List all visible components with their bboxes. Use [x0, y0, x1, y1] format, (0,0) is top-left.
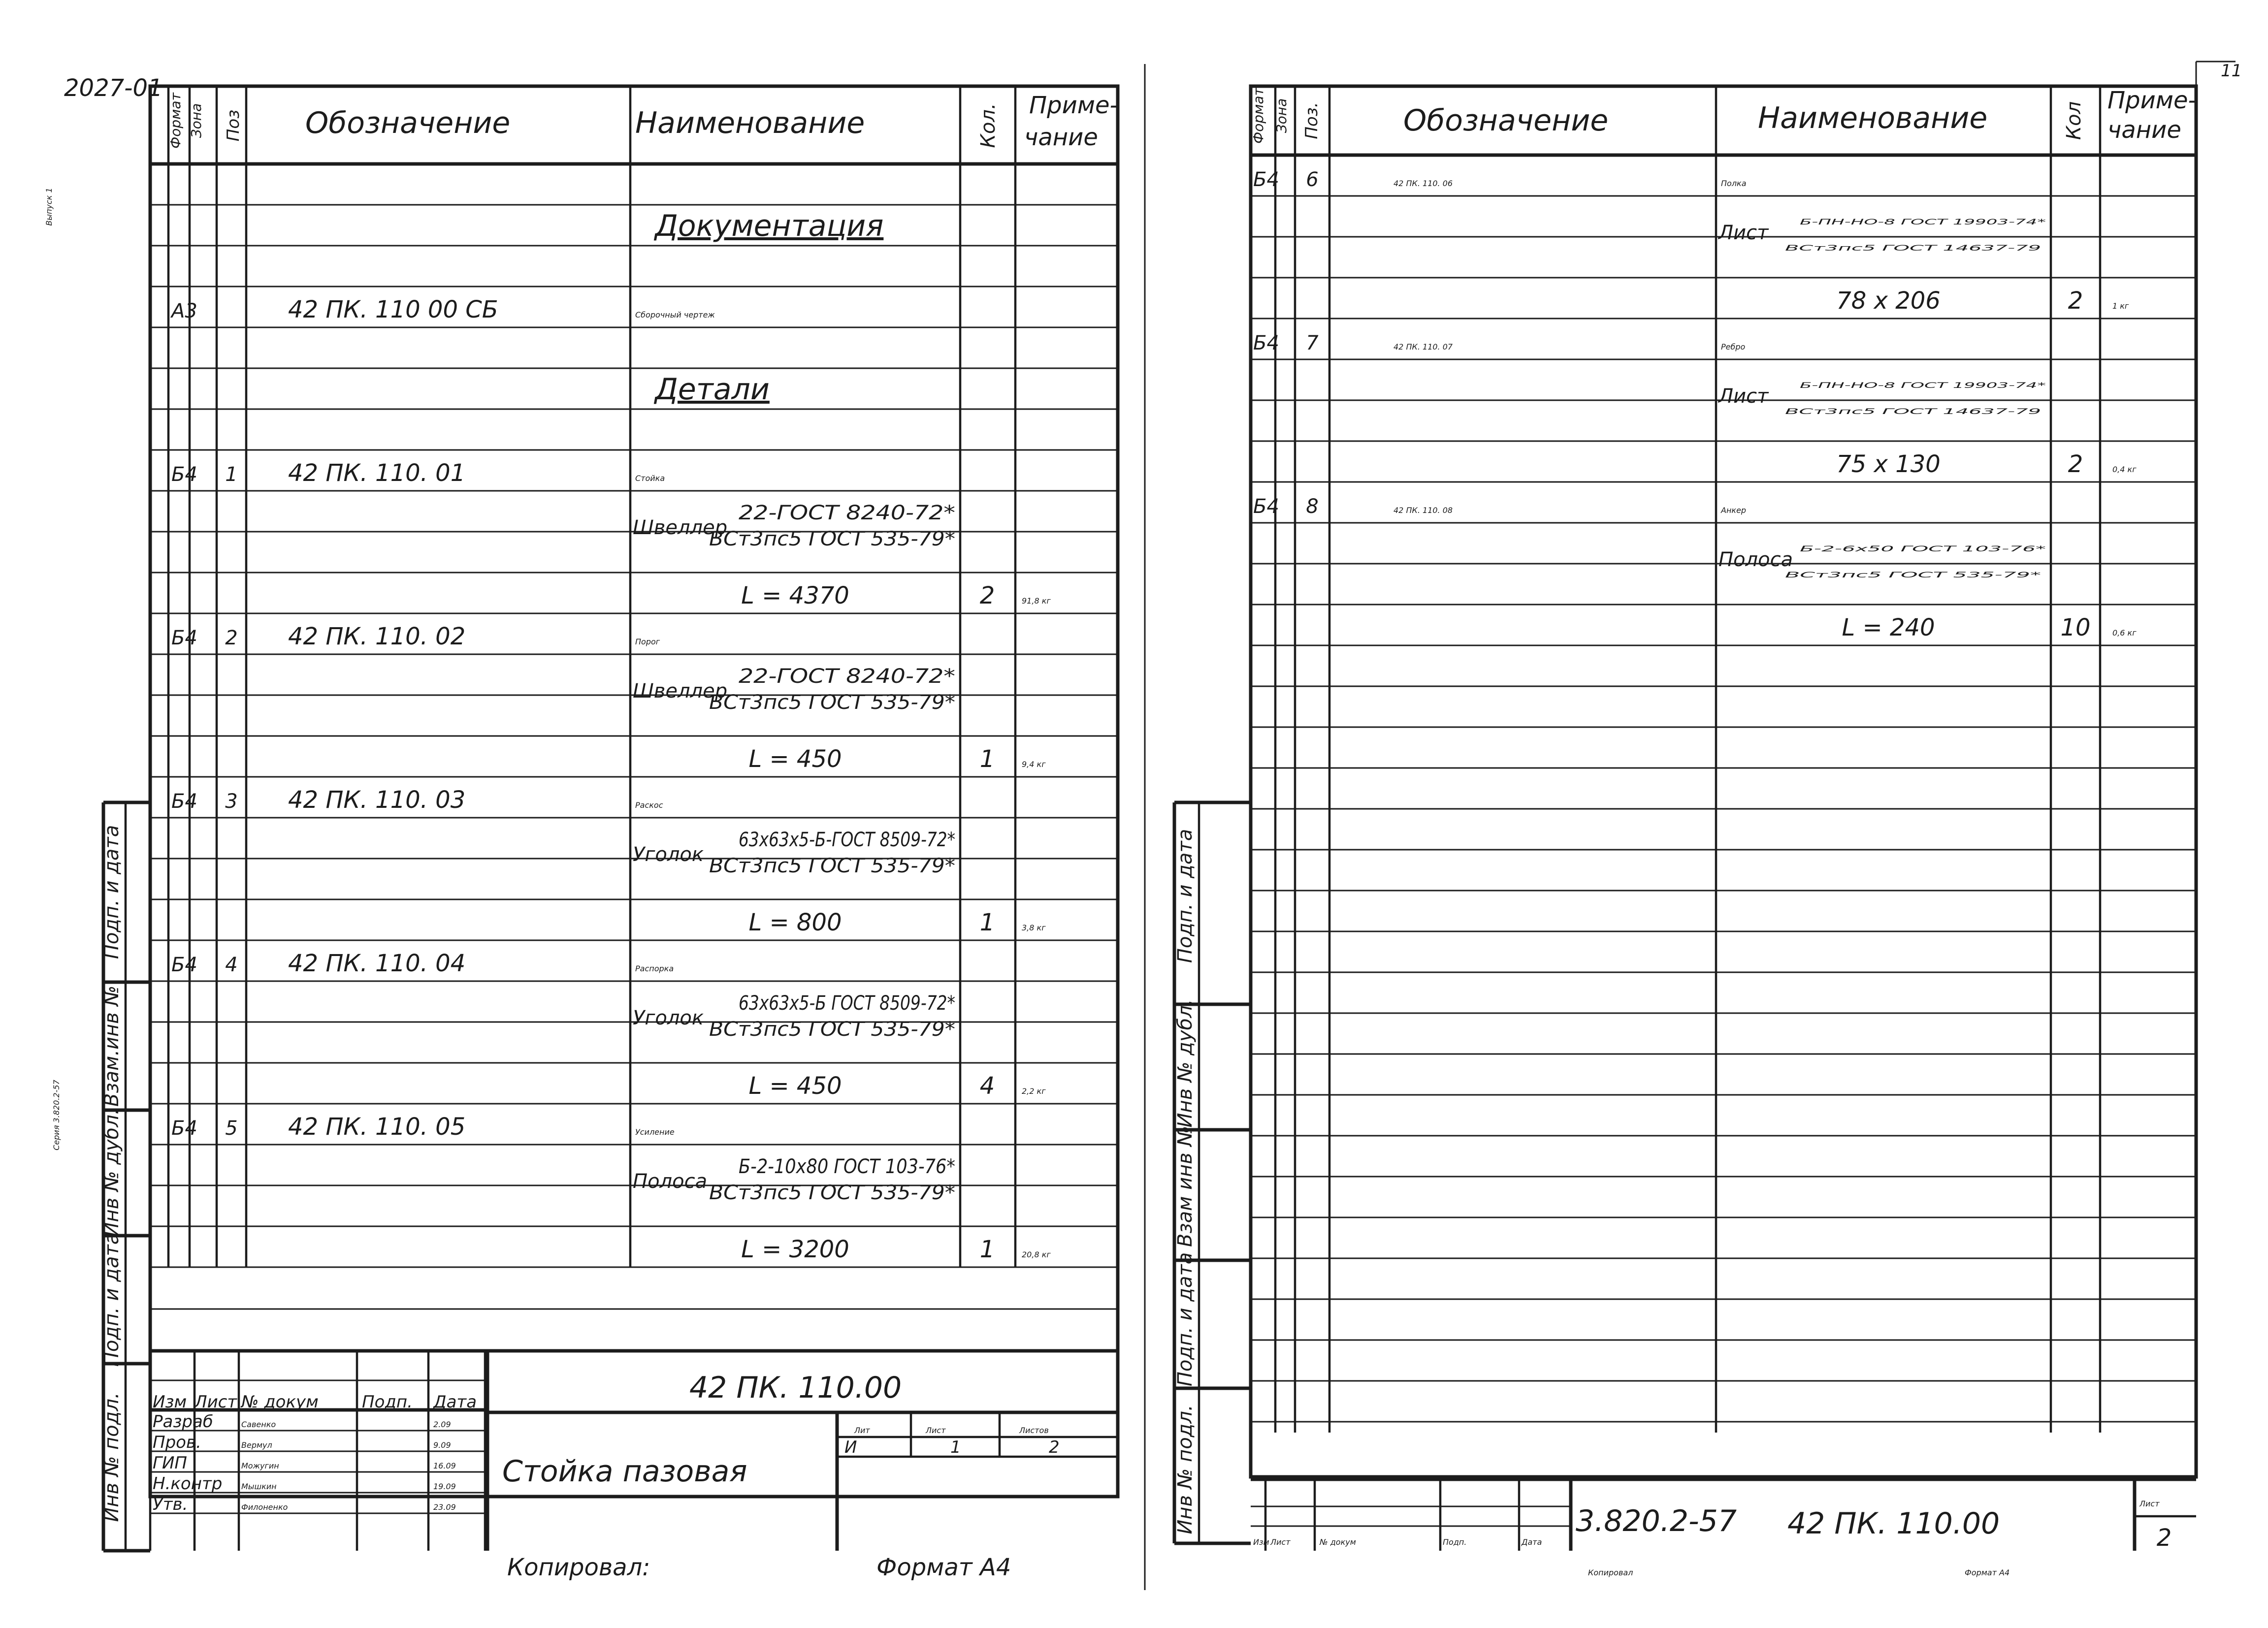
r-stamp-head-cell: № докум	[1320, 1537, 1356, 1547]
row-designation: 42 ПК. 110. 04	[288, 950, 466, 977]
r-column-header-zone: Зона	[1273, 98, 1290, 133]
r-row-material-prefix: Лист	[1718, 385, 1769, 408]
row-name: Распорка	[635, 964, 674, 973]
r-column-header-qty: Кол	[2063, 101, 2085, 140]
row-format: Б4	[171, 627, 197, 649]
r-column-header-format: Формат	[1250, 88, 1266, 144]
row-quantity: 1	[979, 745, 995, 773]
r-row-material-bottom: ВСт3пс5 ГОСТ 535-79*	[1785, 570, 2041, 579]
row-name: L = 450	[748, 1072, 842, 1100]
row-quantity: 4	[979, 1072, 995, 1100]
row-name: L = 450	[748, 745, 842, 773]
r-row-name: Анкер	[1721, 506, 1747, 515]
r-row-material-bottom: ВСт3пс5 ГОСТ 14637-79	[1785, 243, 2041, 253]
left-format: Формат А4	[876, 1554, 1011, 1581]
left-copied: Копировал:	[507, 1554, 650, 1581]
r-stamp-head-cell: Лист	[1270, 1537, 1291, 1547]
r-row-position: 7	[1306, 332, 1319, 354]
r-doc-code: 42 ПК. 110.00	[1787, 1506, 2000, 1541]
stamp-person: Вермул	[241, 1440, 272, 1450]
stamp-date: 9.09	[433, 1440, 451, 1450]
row-quantity: 1	[979, 909, 995, 936]
column-header-name: Наименование	[635, 106, 865, 140]
r-row-format: Б4	[1253, 495, 1279, 518]
right-strip-label: Инв № дубл.	[1174, 999, 1197, 1128]
right-page-frame	[1251, 86, 2196, 1477]
r-row-name: 78 х 206	[1836, 287, 1941, 315]
row-material-bottom: ВСт3пс5 ГОСТ 535-79*	[709, 1181, 955, 1204]
column-header-zone: Зона	[188, 103, 204, 138]
stamp-person: Филоненко	[241, 1502, 288, 1512]
column-header-note-2: чание	[1024, 124, 1098, 151]
r-row-name: L = 240	[1842, 614, 1935, 641]
row-material-prefix: Швеллер	[633, 680, 728, 702]
r-row-designation: 42 ПК. 110. 08	[1393, 506, 1453, 515]
stamp-role: Н.контр	[153, 1474, 223, 1494]
row-designation: 42 ПК. 110. 01	[288, 459, 466, 487]
row-position: 3	[225, 790, 238, 813]
r-row-format: Б4	[1253, 168, 1279, 191]
row-name: Порог	[635, 637, 660, 646]
r-row-name: 75 х 130	[1836, 450, 1941, 478]
row-material-top: 63х63х5-Б-ГОСТ 8509-72*	[739, 829, 955, 851]
left-strip-label: Инв № подл.	[100, 1392, 123, 1522]
lit-head-1: Лит	[854, 1426, 870, 1435]
left-doc-title: Стойка пазовая	[502, 1454, 747, 1489]
right-strip-label: Взам инв №	[1174, 1125, 1197, 1247]
row-material-bottom: ВСт3пс5 ГОСТ 535-79*	[709, 855, 955, 877]
column-header-format: Формат	[167, 93, 184, 149]
row-name: L = 800	[748, 909, 842, 936]
row-format: Б4	[171, 790, 197, 813]
left-strip-label: Инв № дубл.	[100, 1108, 123, 1237]
stamp-person: Савенко	[241, 1420, 276, 1429]
r-row-note: 0,6 кг	[2112, 628, 2137, 638]
lit-value-2: 1	[950, 1437, 961, 1457]
row-format: А3	[171, 300, 197, 322]
stamp-role: Пров.	[153, 1433, 201, 1452]
row-note: 9,4 кг	[1022, 760, 1046, 769]
row-name: L = 3200	[741, 1236, 849, 1263]
row-name: Стойка	[635, 474, 665, 483]
row-material-prefix: Швеллер	[633, 516, 728, 539]
row-designation: 42 ПК. 110. 03	[288, 786, 466, 814]
r-row-note: 0,4 кг	[2112, 465, 2137, 474]
r-row-note: 1 кг	[2112, 301, 2129, 311]
page-number: 11	[2221, 61, 2242, 81]
lit-value-1: И	[844, 1437, 857, 1457]
row-designation: 42 ПК. 110. 02	[288, 623, 466, 650]
r-format: Формат А4	[1965, 1568, 2010, 1577]
row-position: 5	[225, 1117, 238, 1140]
stamp-role: Утв.	[153, 1495, 188, 1514]
left-strip-label: Подп. и дата	[100, 1232, 123, 1367]
stamp-person: Можугин	[241, 1461, 279, 1470]
stamp-head-cell: Дата	[433, 1392, 477, 1412]
row-designation: 42 ПК. 110. 05	[288, 1113, 466, 1141]
r-row-material-prefix: Полоса	[1718, 548, 1793, 571]
row-material-top: 22-ГОСТ 8240-72*	[739, 502, 955, 524]
row-material-top: 63х63х5-Б ГОСТ 8509-72*	[739, 992, 955, 1015]
r-row-position: 8	[1306, 495, 1319, 518]
row-section-title: Детали	[655, 372, 770, 407]
row-quantity: 1	[979, 1236, 995, 1263]
row-format: Б4	[171, 463, 197, 486]
r-sheet-no: 2	[2156, 1524, 2172, 1552]
row-note: 3,8 кг	[1022, 923, 1046, 932]
r-row-material-top: Б-ПН-НО-8 ГОСТ 19903-74*	[1800, 217, 2046, 226]
corner-code: 2027-01	[64, 74, 163, 102]
stamp-head-cell: Изм	[153, 1392, 187, 1412]
column-header-qty: Кол.	[977, 103, 1000, 148]
row-name: Раскос	[635, 800, 663, 810]
row-note: 91,8 кг	[1022, 596, 1051, 606]
r-row-material-top: Б-ПН-НО-8 ГОСТ 19903-74*	[1800, 381, 2046, 390]
row-material-top: 22-ГОСТ 8240-72*	[739, 665, 955, 688]
r-row-quantity: 2	[2068, 450, 2083, 478]
r-row-material-bottom: ВСт3пс5 ГОСТ 14637-79	[1785, 407, 2041, 416]
right-strip-label: Инв № подл.	[1174, 1405, 1197, 1534]
row-position: 1	[225, 463, 238, 486]
r-row-quantity: 2	[2068, 287, 2083, 315]
text-layer	[44, 61, 2242, 1581]
row-name: Усиление	[635, 1127, 675, 1137]
lit-head-3: Листов	[1019, 1426, 1049, 1435]
r-row-quantity: 10	[2060, 614, 2091, 641]
r-row-designation: 42 ПК. 110. 06	[1393, 179, 1453, 188]
release-label: Выпуск 1	[44, 188, 54, 226]
row-material-prefix: Уголок	[633, 843, 704, 866]
r-column-header-note-2: чание	[2107, 116, 2181, 144]
stamp-role: ГИП	[153, 1453, 187, 1473]
stamp-head-cell: № докум	[241, 1392, 319, 1412]
stamp-head-cell: Подп.	[362, 1392, 413, 1412]
row-format: Б4	[171, 954, 197, 976]
r-row-material-prefix: Лист	[1718, 222, 1769, 244]
r-column-header-name: Наименование	[1758, 101, 1988, 135]
row-note: 2,2 кг	[1022, 1086, 1046, 1096]
column-header-pos: Поз	[224, 109, 243, 142]
stamp-date: 2.09	[433, 1420, 451, 1429]
r-stamp-head-cell: Подп.	[1443, 1537, 1467, 1547]
row-material-bottom: ВСт3пс5 ГОСТ 535-79*	[709, 1018, 955, 1041]
row-format: Б4	[171, 1117, 197, 1140]
row-designation: 42 ПК. 110 00 СБ	[288, 296, 498, 323]
r-stamp-head-cell: Изм	[1253, 1537, 1269, 1547]
right-strip-label: Подп. и дата	[1174, 829, 1197, 963]
stamp-head-cell: Лист	[194, 1392, 237, 1412]
stamp-date: 23.09	[433, 1502, 456, 1512]
r-row-format: Б4	[1253, 332, 1279, 354]
r-column-header-pos: Поз.	[1302, 102, 1322, 139]
lit-head-2: Лист	[926, 1426, 946, 1435]
r-sheet-label: Лист	[2139, 1499, 2160, 1508]
stamp-date: 19.09	[433, 1482, 456, 1491]
column-header-designation: Обозначение	[305, 106, 511, 140]
r-row-material-top: Б-2-6х50 ГОСТ 103-76*	[1800, 544, 2046, 553]
r-row-position: 6	[1306, 168, 1319, 191]
r-row-designation: 42 ПК. 110. 07	[1393, 342, 1453, 351]
row-name: L = 4370	[741, 582, 849, 609]
column-header-note-1: Приме-	[1029, 92, 1118, 119]
row-name: Сборочный чертеж	[635, 310, 715, 319]
row-position: 2	[225, 627, 238, 649]
row-material-prefix: Полоса	[633, 1170, 708, 1193]
row-material-bottom: ВСт3пс5 ГОСТ 535-79*	[709, 528, 955, 550]
r-row-name: Полка	[1721, 179, 1747, 188]
left-strip-label: Взам.инв №	[100, 985, 123, 1107]
r-column-header-note-1: Приме-	[2107, 87, 2197, 114]
stamp-role: Разраб	[153, 1412, 213, 1432]
r-series-code: 3.820.2-57	[1576, 1504, 1737, 1538]
left-strip-label: Подп. и дата	[100, 825, 123, 959]
row-material-top: Б-2-10х80 ГОСТ 103-76*	[739, 1155, 955, 1178]
stamp-date: 16.09	[433, 1461, 456, 1470]
series-label: Серия 3.820.2-57	[52, 1080, 61, 1150]
right-strip-label: Подп. и дата	[1174, 1252, 1197, 1387]
r-column-header-designation: Обозначение	[1403, 103, 1609, 138]
stamp-person: Мышкин	[241, 1482, 277, 1491]
r-copied: Копировал	[1588, 1568, 1633, 1577]
row-quantity: 2	[979, 582, 995, 609]
lit-value-3: 2	[1049, 1437, 1060, 1457]
row-note: 20,8 кг	[1022, 1250, 1051, 1259]
row-material-bottom: ВСт3пс5 ГОСТ 535-79*	[709, 691, 955, 714]
r-stamp-head-cell: Дата	[1522, 1537, 1542, 1547]
row-section-title: Документация	[655, 209, 884, 243]
left-doc-code: 42 ПК. 110.00	[689, 1371, 902, 1405]
row-position: 4	[225, 954, 238, 976]
row-material-prefix: Уголок	[633, 1007, 704, 1029]
r-row-name: Ребро	[1721, 342, 1746, 351]
